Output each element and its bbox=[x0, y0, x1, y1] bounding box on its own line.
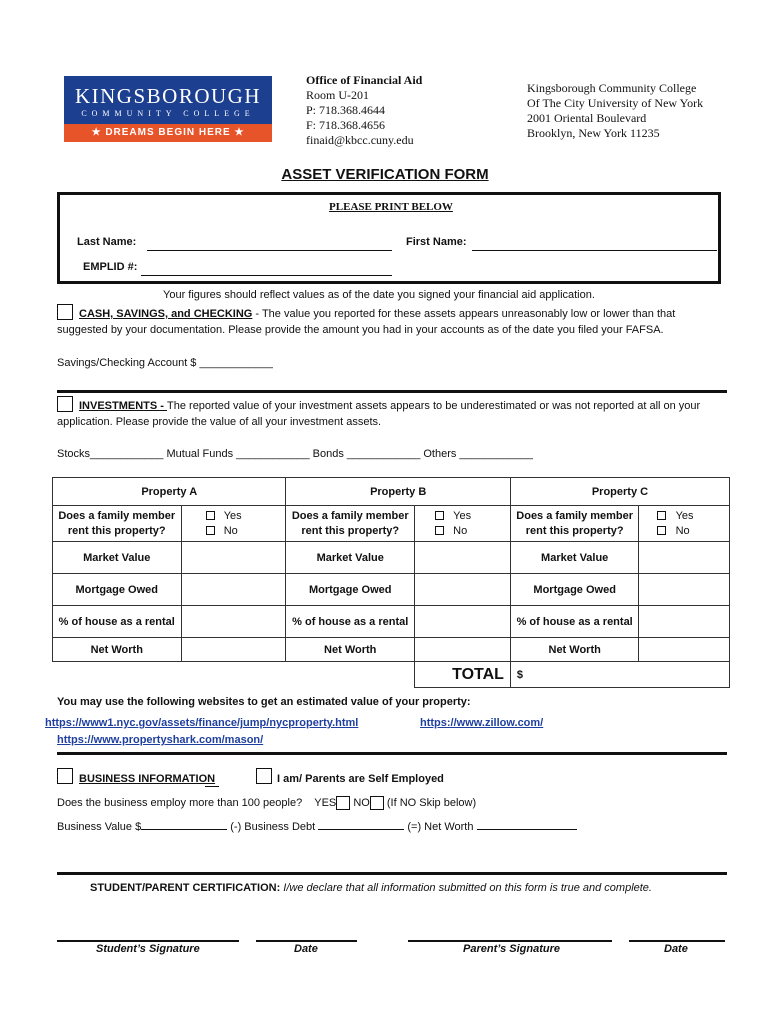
market-value-b: Market Value bbox=[286, 542, 415, 574]
heading-underline bbox=[205, 785, 219, 787]
no-checkbox-icon[interactable] bbox=[435, 526, 444, 535]
college-line4: Brooklyn, New York 11235 bbox=[527, 126, 660, 140]
date-line-2[interactable] bbox=[629, 940, 725, 942]
office-title: Office of Financial Aid bbox=[306, 73, 423, 87]
investments-text2: application. Please provide the value of all your investment assets. bbox=[57, 416, 382, 428]
investments-heading: INVESTMENTS - bbox=[79, 400, 168, 412]
total-value[interactable]: $ bbox=[510, 662, 729, 688]
total-row bbox=[53, 662, 730, 688]
business-debt-label: (-) Business Debt bbox=[230, 821, 316, 833]
propertyshark-link[interactable]: https://www.propertyshark.com/mason/ bbox=[57, 734, 264, 746]
rental-pct-c-input[interactable] bbox=[639, 606, 730, 638]
family-question-c: Does a family member rent this property? bbox=[510, 506, 639, 542]
date-label-1: Date bbox=[294, 943, 318, 955]
section-divider bbox=[57, 390, 727, 393]
last-name-label: Last Name: bbox=[77, 236, 137, 248]
table-row bbox=[53, 542, 730, 574]
mortgage-b: Mortgage Owed bbox=[286, 574, 415, 606]
zillow-link[interactable]: https://www.zillow.com/ bbox=[420, 717, 544, 729]
certification-text: I/we declare that all information submitted on this form is true and complete. bbox=[280, 882, 652, 894]
date-line-1[interactable] bbox=[256, 940, 357, 942]
office-email: finaid@kbcc.cuny.edu bbox=[306, 133, 414, 147]
skip-note: (If NO Skip below) bbox=[386, 797, 477, 809]
intro-text: Your figures should reflect values as of the date you signed your financial aid application. bbox=[163, 289, 595, 301]
net-worth-label: (=) Net Worth bbox=[407, 821, 474, 833]
student-signature-label: Student’s Signature bbox=[96, 943, 200, 955]
market-value-a: Market Value bbox=[53, 542, 182, 574]
savings-field[interactable]: Savings/Checking Account $ ____________ bbox=[57, 357, 273, 369]
logo-tagline: ★ DREAMS BEGIN HERE ★ bbox=[64, 124, 272, 142]
college-line3: 2001 Oriental Boulevard bbox=[527, 111, 647, 125]
family-question-b: Does a family member rent this property? bbox=[286, 506, 415, 542]
yes-label: YES bbox=[314, 797, 337, 809]
section-divider bbox=[57, 752, 727, 755]
business-heading: BUSINESS INFORMATION bbox=[79, 773, 216, 785]
yes-checkbox-icon[interactable] bbox=[206, 511, 215, 520]
net-worth-a-input[interactable] bbox=[181, 638, 286, 662]
mortgage-a: Mortgage Owed bbox=[53, 574, 182, 606]
form-title: ASSET VERIFICATION FORM bbox=[281, 166, 489, 183]
no-checkbox-icon[interactable] bbox=[206, 526, 215, 535]
rental-pct-b: % of house as a rental bbox=[286, 606, 415, 638]
date-label-2: Date bbox=[664, 943, 688, 955]
investment-fields[interactable]: Stocks____________ Mutual Funds ____________ Bonds ____________ Others ____________ bbox=[57, 448, 533, 460]
logo-subtitle: COMMUNITY COLLEGE bbox=[81, 109, 255, 118]
parent-signature-line[interactable] bbox=[408, 940, 612, 942]
last-name-field[interactable] bbox=[147, 249, 392, 251]
mortgage-c-input[interactable] bbox=[639, 574, 730, 606]
self-employed-label: I am/ Parents are Self Employed bbox=[277, 773, 444, 785]
certification bbox=[90, 880, 652, 896]
employee-question: Does the business employ more than 100 people? bbox=[57, 797, 303, 809]
no-label: NO bbox=[353, 797, 370, 809]
yes-no-b[interactable]: Yes No bbox=[414, 506, 510, 542]
investments-line1 bbox=[79, 398, 700, 414]
college-address bbox=[527, 81, 703, 141]
office-room: Room U-201 bbox=[306, 88, 369, 102]
net-worth-b-input[interactable] bbox=[414, 638, 510, 662]
emplid-label: EMPLID #: bbox=[83, 261, 138, 273]
net-worth-a: Net Worth bbox=[53, 638, 182, 662]
table-row bbox=[53, 638, 730, 662]
property-c-header: Property C bbox=[510, 478, 729, 506]
cash-heading: CASH, SAVINGS, and CHECKING bbox=[79, 308, 253, 320]
no-checkbox-icon[interactable] bbox=[657, 526, 666, 535]
net-worth-field[interactable] bbox=[477, 818, 577, 830]
property-table bbox=[52, 477, 730, 688]
no-checkbox[interactable] bbox=[370, 796, 384, 810]
property-a-header: Property A bbox=[53, 478, 286, 506]
cash-line1 bbox=[79, 306, 675, 322]
college-logo bbox=[64, 76, 272, 142]
net-worth-c: Net Worth bbox=[510, 638, 639, 662]
rental-pct-c: % of house as a rental bbox=[510, 606, 639, 638]
investments-text1: The reported value of your investment assets appears to be underestimated or was not reported at all on your bbox=[167, 400, 701, 412]
logo-name: KINGSBOROUGH bbox=[74, 84, 261, 108]
print-heading: PLEASE PRINT BELOW bbox=[329, 201, 453, 213]
student-signature-line[interactable] bbox=[57, 940, 239, 942]
rental-pct-a: % of house as a rental bbox=[53, 606, 182, 638]
first-name-label: First Name: bbox=[406, 236, 467, 248]
table-row bbox=[53, 574, 730, 606]
cash-text2: suggested by your documentation. Please provide the amount you had in your accounts as of the date you filed your FAFSA. bbox=[57, 324, 664, 336]
certification-heading: STUDENT/PARENT CERTIFICATION: bbox=[90, 882, 281, 894]
property-b-header: Property B bbox=[286, 478, 510, 506]
yes-checkbox-icon[interactable] bbox=[657, 511, 666, 520]
market-value-a-input[interactable] bbox=[181, 542, 286, 574]
market-value-c-input[interactable] bbox=[639, 542, 730, 574]
business-value-label: Business Value $ bbox=[57, 821, 142, 833]
yes-no-c[interactable]: Yes No bbox=[639, 506, 730, 542]
yes-checkbox-icon[interactable] bbox=[435, 511, 444, 520]
self-employed-checkbox[interactable] bbox=[256, 768, 272, 784]
office-info bbox=[306, 73, 422, 148]
section-divider bbox=[57, 872, 727, 875]
office-phone: P: 718.368.4644 bbox=[306, 103, 386, 117]
net-worth-b: Net Worth bbox=[286, 638, 415, 662]
college-line2: Of The City University of New York bbox=[527, 96, 704, 110]
business-checkbox[interactable] bbox=[57, 768, 73, 784]
office-fax: F: 718.368.4656 bbox=[306, 118, 386, 132]
cash-checkbox[interactable] bbox=[57, 304, 73, 320]
rental-pct-a-input[interactable] bbox=[181, 606, 286, 638]
family-question-a: Does a family member rent this property? bbox=[53, 506, 182, 542]
first-name-field[interactable] bbox=[472, 249, 717, 251]
mortgage-b-input[interactable] bbox=[414, 574, 510, 606]
websites-intro: You may use the following websites to get an estimated value of your property: bbox=[57, 696, 471, 708]
total-label: TOTAL bbox=[414, 662, 510, 688]
mortgage-a-input[interactable] bbox=[181, 574, 286, 606]
nyc-property-link[interactable]: https://www1.nyc.gov/assets/finance/jump/nycproperty.html bbox=[45, 717, 359, 729]
cash-text1: - The value you reported for these assets appears unreasonably low or lower than that bbox=[252, 308, 676, 320]
market-value-c: Market Value bbox=[510, 542, 639, 574]
business-value-field[interactable] bbox=[141, 818, 227, 830]
rental-pct-b-input[interactable] bbox=[414, 606, 510, 638]
investments-checkbox[interactable] bbox=[57, 396, 73, 412]
emplid-field[interactable] bbox=[141, 274, 392, 276]
mortgage-c: Mortgage Owed bbox=[510, 574, 639, 606]
business-debt-field[interactable] bbox=[318, 818, 404, 830]
table-row bbox=[53, 606, 730, 638]
table-row bbox=[53, 506, 730, 542]
business-value-row bbox=[57, 818, 577, 835]
employee-question-row bbox=[57, 795, 476, 811]
yes-no-a[interactable]: Yes No bbox=[181, 506, 286, 542]
college-line1: Kingsborough Community College bbox=[527, 81, 697, 95]
yes-checkbox[interactable] bbox=[336, 796, 350, 810]
net-worth-c-input[interactable] bbox=[639, 638, 730, 662]
parent-signature-label: Parent’s Signature bbox=[463, 943, 560, 955]
market-value-b-input[interactable] bbox=[414, 542, 510, 574]
